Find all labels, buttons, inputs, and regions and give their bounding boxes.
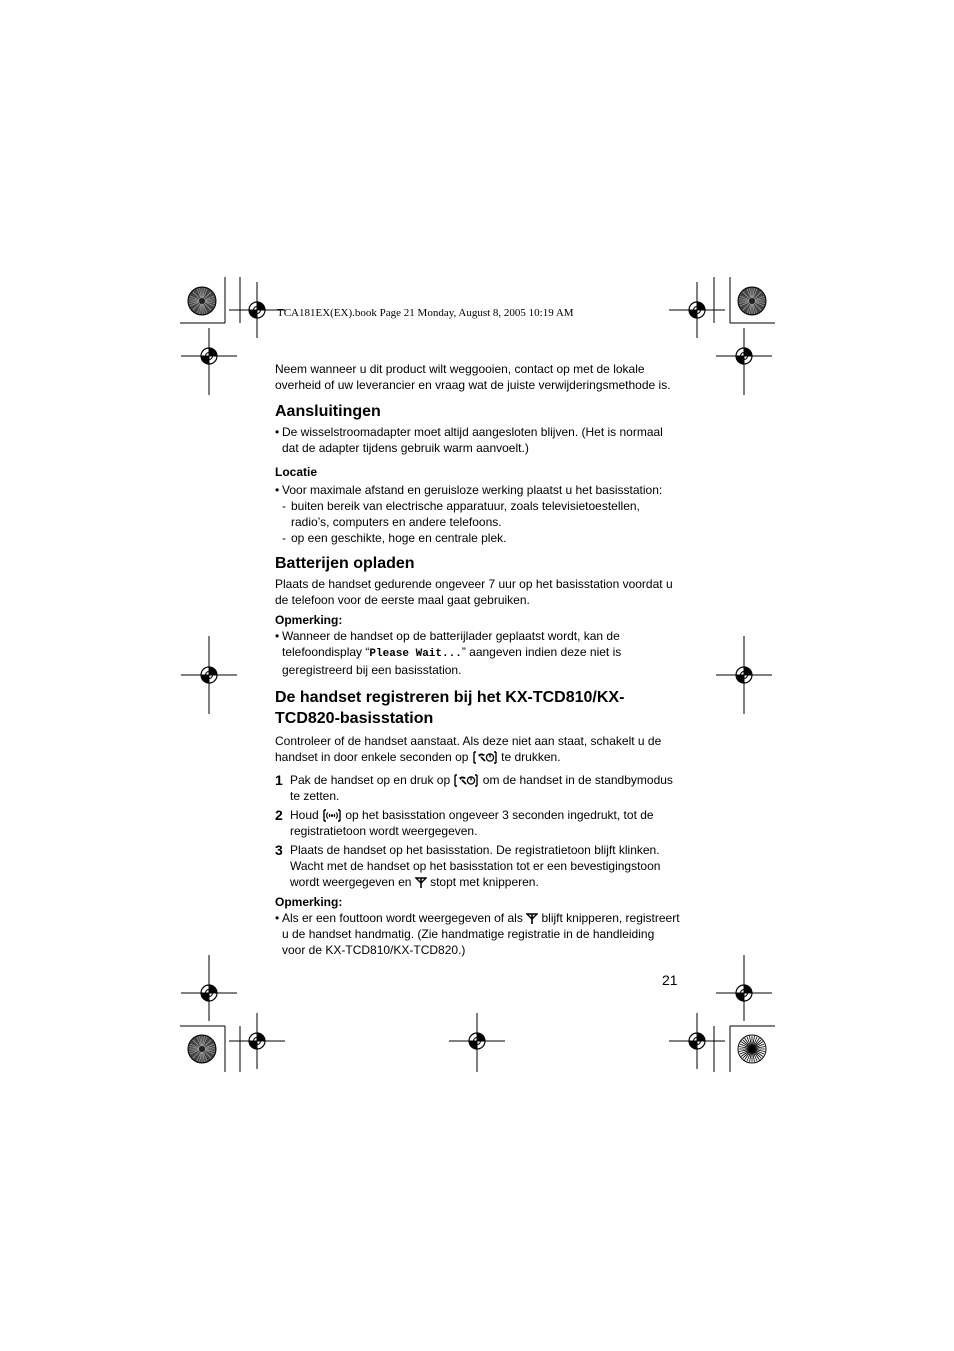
print-file-info: TCA181EX(EX).book Page 21 Monday, August 8, 2005 10:19 AM xyxy=(277,307,574,319)
list-item xyxy=(275,530,680,546)
section-title-registreren xyxy=(275,687,680,729)
section-title-aansluitingen: Aansluitingen xyxy=(275,403,381,420)
note-text-before: Wanneer de handset op de batterijlader geplaatst wordt, kan de telefoondisplay “ xyxy=(282,629,620,659)
step-number: 2 xyxy=(275,807,283,823)
bullet-text: De wisselstroomadapter moet altijd aangesloten blijven. (Het is normaal dat de adapter tijdens gebruik warm aanvoelt.) xyxy=(282,425,663,455)
subsection-title-locatie: Locatie xyxy=(275,465,318,479)
section-title-line-2: TCD820-basisstation xyxy=(275,710,434,727)
bullet-icon: • xyxy=(275,425,280,439)
list-item xyxy=(275,482,680,498)
note-title: Opmerking: xyxy=(275,613,343,627)
note-title: Opmerking: xyxy=(275,895,343,909)
power-off-key-icon xyxy=(472,750,498,764)
list-item xyxy=(275,498,680,530)
bullet-text: Voor maximale afstand en geruisloze werking plaatst u het basisstation: xyxy=(282,483,663,497)
bullet-icon: • xyxy=(275,629,280,643)
step-number: 1 xyxy=(275,772,283,788)
list-item xyxy=(275,628,680,678)
step-item: 1 Pak de handset op en druk op om de handset in de standbymodus te zetten. xyxy=(275,772,673,803)
display-text: Please Wait... xyxy=(369,648,462,660)
locator-key-icon xyxy=(322,808,342,822)
page-content xyxy=(275,361,680,958)
dash-text: op een geschikte, hoge en centrale plek. xyxy=(291,531,507,545)
list-item xyxy=(275,424,680,456)
list-item: • Als er een fouttoon wordt weergegeven of als blijft knipperen, registreert u de handset handmatig. (Zie handmatige registratie in de handleiding voor de KX-TCD810/KX-TCD820.) xyxy=(275,911,680,957)
step-number: 3 xyxy=(275,842,283,858)
step-item: 3 Plaats de handset op het basisstation. De registratietoon blijft klinken. Wacht met de handset op het basisstation tot er een bevestigingstoon wordt weergegeven en stopt met knipperen. xyxy=(275,842,661,889)
note-text-after: ” aangeven indien deze niet is geregistreerd bij een basisstation. xyxy=(282,645,622,677)
intro-paragraph: Neem wanneer u dit product wilt weggooien, contact op met de lokale overheid of uw leverancier en vraag wat de juiste verwijderingsmethode is. xyxy=(275,362,671,392)
batterijen-paragraph: Plaats de handset gedurende ongeveer 7 uur op het basisstation voordat u de telefoon voor de eerste maal gaat gebruiken. xyxy=(275,577,673,607)
dash-icon: - xyxy=(282,531,286,545)
bullet-icon: • xyxy=(275,911,280,925)
page-number: 21 xyxy=(662,972,678,988)
section-title-line-1: De handset registreren bij het KX-TCD810/KX- xyxy=(275,689,625,706)
antenna-icon xyxy=(526,911,538,925)
dash-text: buiten bereik van electrische apparatuur, zoals televisietoestellen, radio’s, computers en andere telefoons. xyxy=(291,499,640,529)
registreren-intro: Controleer of de handset aanstaat. Als deze niet aan staat, schakelt u de handset in door enkele seconden op te drukken. xyxy=(275,734,662,764)
dash-icon: - xyxy=(282,499,286,513)
power-off-key-icon xyxy=(453,773,479,787)
step-item: 2 Houd op het basisstation ongeveer 3 seconden ingedrukt, tot de registratietoon wordt weergegeven. xyxy=(275,807,654,838)
bullet-icon: • xyxy=(275,483,280,497)
section-title-batterijen: Batterijen opladen xyxy=(275,555,415,572)
antenna-icon xyxy=(415,875,427,889)
